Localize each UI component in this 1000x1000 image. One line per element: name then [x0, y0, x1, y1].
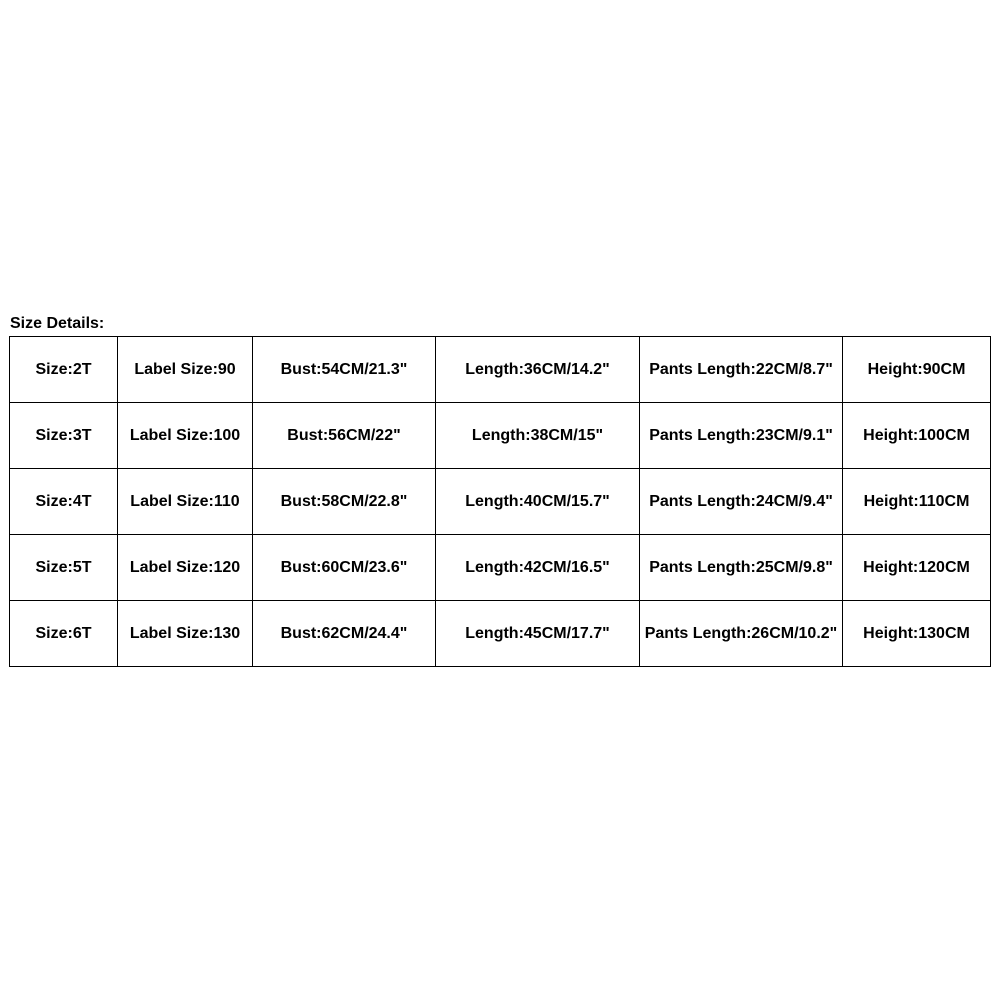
size-table	[9, 336, 991, 667]
bust-cell: Bust:56CM/22"	[253, 403, 436, 469]
bust-cell: Bust:58CM/22.8"	[253, 469, 436, 535]
length-cell: Length:40CM/15.7"	[436, 469, 640, 535]
height-cell: Height:100CM	[843, 403, 991, 469]
height-cell: Height:90CM	[843, 337, 991, 403]
pants-length-cell: Pants Length:26CM/10.2"	[640, 601, 843, 667]
label-size-cell: Label Size:90	[118, 337, 253, 403]
table-row	[10, 337, 991, 403]
height-cell: Height:110CM	[843, 469, 991, 535]
label-size-cell: Label Size:120	[118, 535, 253, 601]
length-cell: Length:36CM/14.2"	[436, 337, 640, 403]
bust-cell: Bust:54CM/21.3"	[253, 337, 436, 403]
table-row	[10, 535, 991, 601]
length-cell: Length:45CM/17.7"	[436, 601, 640, 667]
pants-length-cell: Pants Length:22CM/8.7"	[640, 337, 843, 403]
height-cell: Height:120CM	[843, 535, 991, 601]
length-cell: Length:38CM/15"	[436, 403, 640, 469]
pants-length-cell: Pants Length:24CM/9.4"	[640, 469, 843, 535]
bust-cell: Bust:60CM/23.6"	[253, 535, 436, 601]
size-cell: Size:4T	[10, 469, 118, 535]
page-title: Size Details:	[10, 315, 105, 332]
table-row	[10, 469, 991, 535]
size-cell: Size:2T	[10, 337, 118, 403]
size-cell: Size:5T	[10, 535, 118, 601]
bust-cell: Bust:62CM/24.4"	[253, 601, 436, 667]
label-size-cell: Label Size:110	[118, 469, 253, 535]
size-cell: Size:6T	[10, 601, 118, 667]
pants-length-cell: Pants Length:23CM/9.1"	[640, 403, 843, 469]
height-cell: Height:130CM	[843, 601, 991, 667]
label-size-cell: Label Size:100	[118, 403, 253, 469]
table-row	[10, 601, 991, 667]
table-row	[10, 403, 991, 469]
length-cell: Length:42CM/16.5"	[436, 535, 640, 601]
size-cell: Size:3T	[10, 403, 118, 469]
label-size-cell: Label Size:130	[118, 601, 253, 667]
pants-length-cell: Pants Length:25CM/9.8"	[640, 535, 843, 601]
